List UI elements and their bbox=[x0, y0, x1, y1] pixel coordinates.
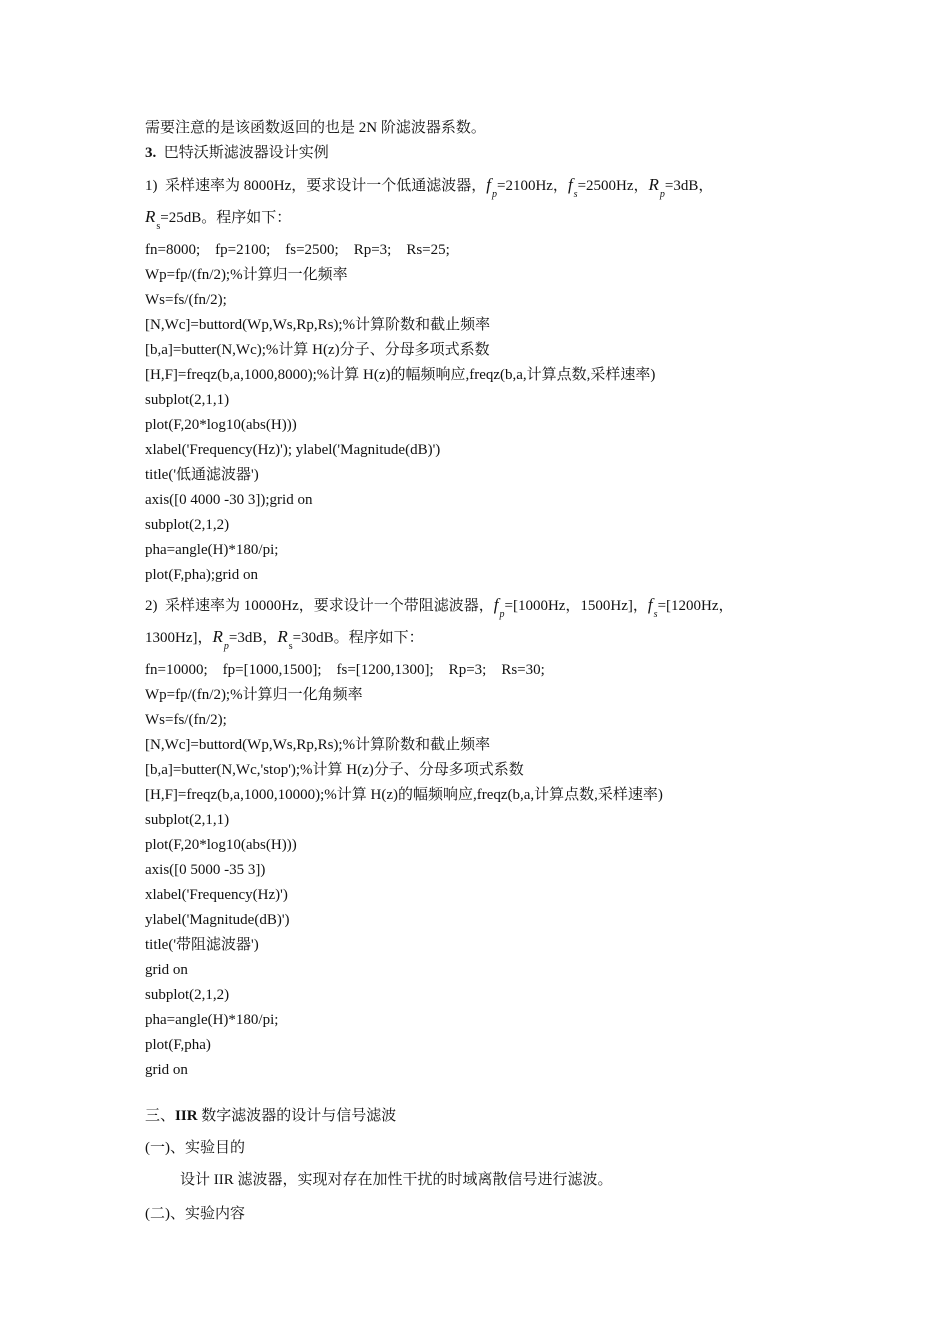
code-line: [H,F]=freqz(b,a,1000,8000);%计算 H(z)的幅频响应,freqz(b,a,计算点数,采样速率) bbox=[145, 367, 656, 383]
subsection-heading: (一)、实验目的 bbox=[145, 1140, 245, 1156]
example2-line1 bbox=[145, 595, 734, 618]
subscript-p: p bbox=[491, 189, 497, 200]
example2-fs-cont: 1300Hz]， bbox=[145, 630, 213, 646]
subscript-s: s bbox=[573, 189, 578, 200]
code-line: pha=angle(H)*180/pi; bbox=[145, 1012, 279, 1028]
code-line: Ws=fs/(fn/2); bbox=[145, 292, 227, 308]
subscript-p: p bbox=[659, 189, 665, 200]
code-line: plot(F,pha) bbox=[145, 1037, 211, 1053]
code-line: plot(F,20*log10(abs(H))) bbox=[145, 417, 297, 433]
code-line: xlabel('Frequency(Hz)'); ylabel('Magnitude(dB)') bbox=[145, 442, 441, 458]
symbol-f: f bbox=[493, 595, 499, 614]
subscript-s: s bbox=[156, 221, 161, 232]
symbol-R: R bbox=[212, 627, 223, 646]
example1-line2 bbox=[145, 207, 291, 230]
code-line: axis([0 4000 -30 3]);grid on bbox=[145, 492, 313, 508]
example2-fs-value: =[1200Hz， bbox=[657, 598, 734, 614]
code-line: plot(F,pha);grid on bbox=[145, 567, 258, 583]
code-line: grid on bbox=[145, 962, 188, 978]
code-line: pha=angle(H)*180/pi; bbox=[145, 542, 279, 558]
code-line: [b,a]=butter(N,Wc,'stop');%计算 H(z)分子、分母多项式系数 bbox=[145, 762, 524, 778]
code-line: Wp=fp/(fn/2);%计算归一化角频率 bbox=[145, 687, 363, 703]
chapter-heading bbox=[145, 1106, 396, 1126]
code-line: title('带阻滤波器') bbox=[145, 937, 259, 953]
subsection-heading: (二)、实验内容 bbox=[145, 1206, 245, 1222]
code-line: [N,Wc]=buttord(Wp,Ws,Rp,Rs);%计算阶数和截止频率 bbox=[145, 737, 491, 753]
symbol-R: R bbox=[648, 175, 659, 194]
paragraph: 设计 IIR 滤波器，实现对存在加性干扰的时域离散信号进行滤波。 bbox=[180, 1172, 613, 1188]
symbol-R: R bbox=[277, 627, 288, 646]
code-line: subplot(2,1,2) bbox=[145, 517, 230, 533]
symbol-f: f bbox=[567, 175, 573, 194]
section-number: 3. bbox=[145, 145, 157, 161]
example2-line2 bbox=[145, 627, 424, 650]
subscript-p: p bbox=[223, 641, 229, 652]
example2-rs-value: =30dB。程序如下： bbox=[292, 630, 424, 646]
chapter-bold: IIR bbox=[175, 1108, 198, 1124]
example1-fp-value: =2100Hz， bbox=[496, 178, 568, 194]
code-line: fn=8000; fp=2100; fs=2500; Rp=3; Rs=25; bbox=[145, 242, 450, 258]
example2-rp-value: =3dB， bbox=[228, 630, 278, 646]
section-title: 巴特沃斯滤波器设计实例 bbox=[163, 145, 329, 161]
code-line: [b,a]=butter(N,Wc);%计算 H(z)分子、分母多项式系数 bbox=[145, 342, 490, 358]
section-heading bbox=[145, 143, 329, 163]
code-line: ylabel('Magnitude(dB)') bbox=[145, 912, 290, 928]
chapter-title: 数字滤波器的设计与信号滤波 bbox=[197, 1108, 397, 1124]
example1-text: 1) 采样速率为 8000Hz，要求设计一个低通滤波器， bbox=[145, 178, 487, 194]
code-line: axis([0 5000 -35 3]) bbox=[145, 862, 266, 878]
code-line: fn=10000; fp=[1000,1500]; fs=[1200,1300]; Rp=3; Rs=30; bbox=[145, 662, 545, 678]
example1-rs-value: =25dB。程序如下： bbox=[160, 210, 292, 226]
example2-text: 2) 采样速率为 10000Hz，要求设计一个带阻滤波器， bbox=[145, 598, 494, 614]
code-line: plot(F,20*log10(abs(H))) bbox=[145, 837, 297, 853]
text-line: 需要注意的是该函数返回的也是 2N 阶滤波器系数。 bbox=[145, 120, 486, 136]
symbol-R: R bbox=[145, 207, 156, 226]
example1-fs-value: =2500Hz， bbox=[577, 178, 649, 194]
code-line: xlabel('Frequency(Hz)') bbox=[145, 887, 288, 903]
code-line: subplot(2,1,1) bbox=[145, 812, 230, 828]
code-line: subplot(2,1,2) bbox=[145, 987, 230, 1003]
example1-rp-value: =3dB， bbox=[664, 178, 714, 194]
code-line: subplot(2,1,1) bbox=[145, 392, 230, 408]
code-line: [N,Wc]=buttord(Wp,Ws,Rp,Rs);%计算阶数和截止频率 bbox=[145, 317, 491, 333]
code-line: grid on bbox=[145, 1062, 188, 1078]
subscript-p: p bbox=[499, 609, 505, 620]
symbol-f: f bbox=[486, 175, 491, 194]
code-line: Wp=fp/(fn/2);%计算归一化频率 bbox=[145, 267, 348, 283]
code-line: title('低通滤波器') bbox=[145, 467, 259, 483]
symbol-f: f bbox=[647, 595, 653, 614]
code-line: [H,F]=freqz(b,a,1000,10000);%计算 H(z)的幅频响应,freqz(b,a,计算点数,采样速率) bbox=[145, 787, 663, 803]
example1-line1 bbox=[145, 175, 713, 198]
subscript-s: s bbox=[288, 641, 293, 652]
code-line: Ws=fs/(fn/2); bbox=[145, 712, 227, 728]
chapter-prefix: 三、 bbox=[145, 1108, 176, 1124]
subscript-s: s bbox=[653, 609, 658, 620]
example2-fp-value: =[1000Hz，1500Hz]， bbox=[504, 598, 648, 614]
